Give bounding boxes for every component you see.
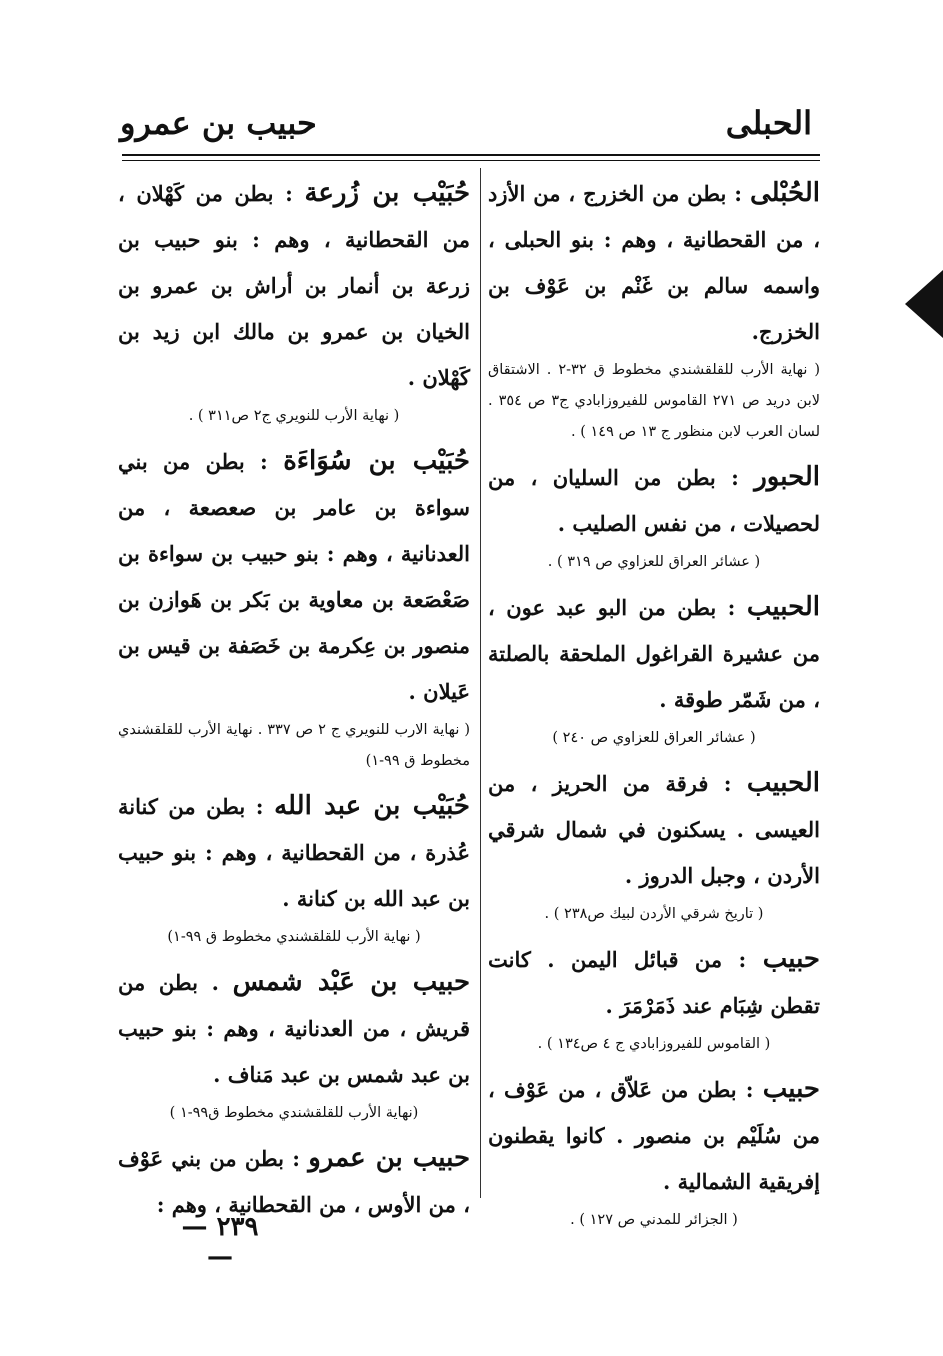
entry-reference: ( عشائر العراق للعزاوي ص ٣١٩ ) . [547, 554, 761, 570]
entry-reference: ( نهاية الارب للنويري ج ٢ ص ٣٣٧ . نهاية الأرب للقلقشندي مخطوط ق ٩٩-١) [118, 722, 471, 769]
entry [118, 959, 470, 1129]
header-rule-thin [122, 160, 820, 161]
entry-reference: ( الجزائر للمدني ص ١٢٧ ) . [570, 1212, 738, 1228]
entry-body: : بطن من السليان ، من لحصيلات ، من نفس الصليب . [488, 465, 820, 536]
entry-body: : من قبائل اليمن . كانت تقطن شِبَام عند ذَمَرْمَرَ . [488, 947, 820, 1018]
entry [488, 454, 820, 578]
entry-reference: (نهاية الأرب للقلقشندي مخطوط ق٩٩-١ ) [169, 1105, 419, 1121]
entry [488, 170, 820, 448]
entry-reference: ( تاريخ شرقي الأردن لبيك ص٢٣٨ ) . [544, 906, 764, 922]
header-right-title: الحبلى [725, 104, 812, 142]
entry-body: : بطن من البو عبد عون ، من عشيرة القراغول الملحقة بالصلتة ، من شَمّر طوقة . [488, 595, 820, 712]
right-column [488, 170, 821, 1228]
entry [118, 438, 470, 777]
entry-body: : بطن من كَهْلان ، من القحطانية ، وهم : بنو حبيب بن زرعة بن أنمار بن أراش بن عمرو بن الخيان بن عمرو بن مالك ابن زيد بن كَهْلان . [118, 181, 470, 390]
entry [488, 936, 820, 1060]
entry-body: : بطن من عَلاّق ، من عَوْف ، من سُلَيْم بن منصور . كانوا يقطنون إفريقية الشمالية . [488, 1077, 820, 1194]
entry-title: الحبيب [746, 592, 821, 622]
entry [488, 584, 820, 754]
entry-title: حبيب [762, 944, 820, 974]
page-number: — ٢٣٩ — [181, 1212, 259, 1272]
entry-reference: ( نهاية الأرب للقلقشندي مخطوط ق ٣٢-٢ . الاشتقاق لابن دريد ص ٢٧١ القاموس للفيروزابادي ج٣ ص ٣٥٤ . لسان العرب لابن منظور ج ١٣ ص ١٤٩ ) . [488, 362, 821, 440]
entry-reference: ( نهاية الأرب للنويري ج٢ ص٣١١ ) . [188, 408, 400, 424]
entry-title: الحبيب [746, 768, 820, 798]
entry [488, 760, 820, 930]
entry-title: الحُبْلى [749, 178, 820, 208]
entry-body: : فرقة من الحريز ، من العيسى . يسكنون في شمال شرقي الأردن ، وجبل الدروز . [488, 771, 820, 888]
entry-reference: ( نهاية الأرب للقلقشندي مخطوط ق ٩٩-١) [167, 929, 421, 945]
entry-body: : بطن من كنانة عُذرة ، من القحطانية ، وهم : بنو حبيب بن عبد الله بن كنانة . [118, 794, 470, 911]
entry-body: : بطن من بني سواءة بن عامر بن صعصعة ، من العدنانية ، وهم : بنو حبيب بن سواءة بن صَعْصَعة بن معاوية بن بَكر بن هَوازن بن منصور بن عِكرمة بن خَصَفة بن قيس بن عَيلان . [118, 449, 470, 704]
header-rule-thick [122, 154, 820, 156]
entry-body: : بطن من الخزرج ، من الأزد ، من القحطانية ، وهم : بنو الحبلى ، واسمه سالم بن غَنْم بن عَوْف بن الخزرج. [488, 181, 820, 344]
header-left-title: حبيب بن عمرو [120, 104, 317, 142]
page-header [120, 100, 820, 152]
entry-reference: ( عشائر العراق للعزاوي ص ٢٤٠ ) [552, 730, 756, 746]
entry-title: حُبَيْب بن سُوَاءَة [283, 446, 471, 476]
entry-title: حُبَيْب بن عبد الله [274, 791, 470, 821]
entry-title: حبيب بن عَبْد شمس [232, 967, 471, 997]
entry [488, 1066, 820, 1236]
entry-reference: ( القاموس للفيروزابادي ج ٤ ص١٣٤ ) . [537, 1036, 771, 1052]
entry-body: . بطن من قريش ، من العدنانية ، وهم : بنو حبيب بن عبد شمس بن عبد مَناف . [118, 970, 470, 1087]
entry-body: : بطن من بني عَوْف ، من الأوس ، من القحطانية ، وهم : [118, 1146, 470, 1217]
entry [118, 783, 470, 953]
entry [118, 170, 470, 432]
left-column [118, 170, 471, 1217]
entry-title: الحبور [754, 462, 821, 492]
entry-title: حبيب بن عمرو [308, 1143, 471, 1173]
entry-title: حُبَيْب بن زُرعة [304, 178, 471, 208]
column-separator [480, 168, 481, 1198]
page-edge-tab-marker [905, 270, 943, 338]
entry-title: حبيب [762, 1074, 820, 1104]
